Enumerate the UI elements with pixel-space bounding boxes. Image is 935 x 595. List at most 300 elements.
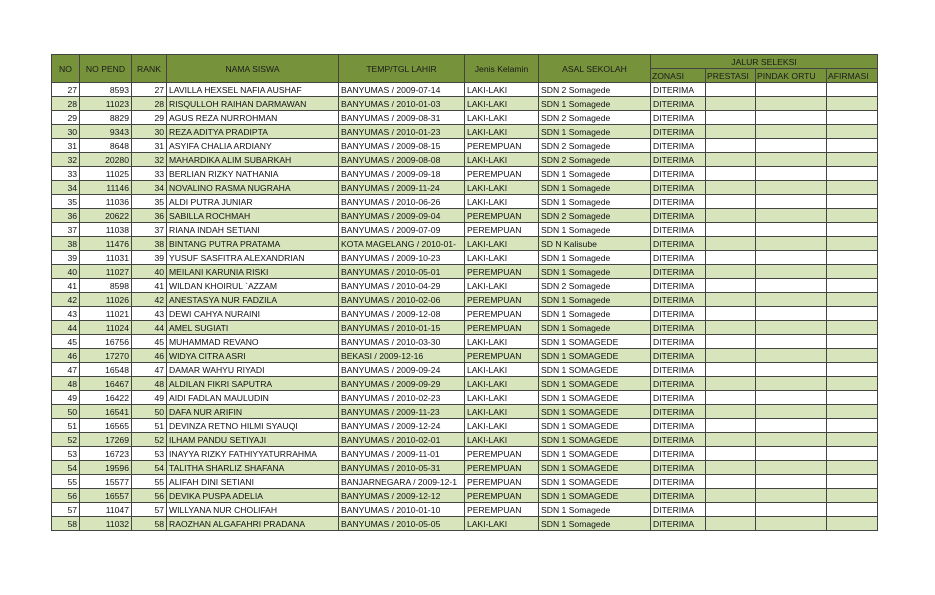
cell-jenis-kelamin: PEREMPUAN (465, 489, 539, 503)
cell-zonasi: DITERIMA (651, 223, 706, 237)
cell-jenis-kelamin: LAKI-LAKI (465, 153, 539, 167)
table-row (52, 461, 878, 475)
cell-zonasi: DITERIMA (651, 391, 706, 405)
table-row (52, 335, 878, 349)
cell-jenis-kelamin: PEREMPUAN (465, 307, 539, 321)
cell-nama-siswa: DAFA NUR ARIFIN (167, 405, 339, 419)
cell-tempat-tgl-lahir: BANYUMAS / 2009-09-18 (339, 167, 465, 181)
cell-asal-sekolah: SDN 1 SOMAGEDE (539, 419, 651, 433)
cell-jenis-kelamin: LAKI-LAKI (465, 237, 539, 251)
cell-afirmasi (827, 153, 878, 167)
cell-zonasi: DITERIMA (651, 209, 706, 223)
cell-nama-siswa: DEVINZA RETNO HILMI SYAUQI (167, 419, 339, 433)
table-row (52, 167, 878, 181)
table-row (52, 433, 878, 447)
cell-jenis-kelamin: PEREMPUAN (465, 167, 539, 181)
cell-asal-sekolah: SDN 1 Somagede (539, 125, 651, 139)
cell-rank: 38 (132, 237, 167, 251)
cell-prestasi (706, 139, 756, 153)
cell-jenis-kelamin: LAKI-LAKI (465, 279, 539, 293)
cell-afirmasi (827, 181, 878, 195)
cell-tempat-tgl-lahir: BANYUMAS / 2010-02-06 (339, 293, 465, 307)
cell-prestasi (706, 223, 756, 237)
cell-asal-sekolah: SDN 1 SOMAGEDE (539, 433, 651, 447)
cell-no: 45 (52, 335, 80, 349)
cell-pindak-ortu (756, 363, 827, 377)
cell-no: 28 (52, 97, 80, 111)
table-row (52, 279, 878, 293)
cell-asal-sekolah: SDN 1 SOMAGEDE (539, 475, 651, 489)
cell-prestasi (706, 517, 756, 531)
header-nama-siswa: NAMA SISWA (167, 55, 339, 83)
cell-tempat-tgl-lahir: BANYUMAS / 2009-07-09 (339, 223, 465, 237)
cell-no-pend: 11146 (80, 181, 132, 195)
cell-asal-sekolah: SDN 1 SOMAGEDE (539, 461, 651, 475)
cell-pindak-ortu (756, 97, 827, 111)
cell-tempat-tgl-lahir: BANYUMAS / 2010-01-23 (339, 125, 465, 139)
cell-jenis-kelamin: LAKI-LAKI (465, 517, 539, 531)
cell-nama-siswa: YUSUF SASFITRA ALEXANDRIAN (167, 251, 339, 265)
cell-pindak-ortu (756, 265, 827, 279)
cell-tempat-tgl-lahir: BANJARNEGARA / 2009-12-1 (339, 475, 465, 489)
cell-tempat-tgl-lahir: BANYUMAS / 2009-12-08 (339, 307, 465, 321)
cell-afirmasi (827, 223, 878, 237)
cell-pindak-ortu (756, 251, 827, 265)
cell-zonasi: DITERIMA (651, 503, 706, 517)
cell-prestasi (706, 503, 756, 517)
cell-asal-sekolah: SDN 1 SOMAGEDE (539, 391, 651, 405)
cell-no-pend: 11023 (80, 97, 132, 111)
cell-rank: 43 (132, 307, 167, 321)
header-jalur-seleksi: JALUR SELEKSI (651, 55, 878, 69)
cell-tempat-tgl-lahir: BANYUMAS / 2010-06-26 (339, 195, 465, 209)
cell-no: 54 (52, 461, 80, 475)
cell-zonasi: DITERIMA (651, 447, 706, 461)
cell-no: 52 (52, 433, 80, 447)
cell-no-pend: 8648 (80, 139, 132, 153)
cell-tempat-tgl-lahir: KOTA MAGELANG / 2010-01- (339, 237, 465, 251)
cell-no-pend: 17269 (80, 433, 132, 447)
cell-asal-sekolah: SDN 1 Somagede (539, 307, 651, 321)
cell-asal-sekolah: SDN 1 SOMAGEDE (539, 377, 651, 391)
cell-no: 57 (52, 503, 80, 517)
header-prestasi: PRESTASI (706, 69, 756, 83)
table-row (52, 181, 878, 195)
cell-prestasi (706, 363, 756, 377)
cell-jenis-kelamin: PEREMPUAN (465, 447, 539, 461)
cell-nama-siswa: AMEL SUGIATI (167, 321, 339, 335)
cell-asal-sekolah: SD N Kalisube (539, 237, 651, 251)
cell-tempat-tgl-lahir: BANYUMAS / 2009-11-01 (339, 447, 465, 461)
cell-asal-sekolah: SDN 1 SOMAGEDE (539, 335, 651, 349)
cell-nama-siswa: AIDI FADLAN MAULUDIN (167, 391, 339, 405)
cell-tempat-tgl-lahir: BANYUMAS / 2009-08-15 (339, 139, 465, 153)
header-no: NO (52, 55, 80, 83)
cell-tempat-tgl-lahir: BANYUMAS / 2010-01-15 (339, 321, 465, 335)
cell-pindak-ortu (756, 139, 827, 153)
cell-jenis-kelamin: LAKI-LAKI (465, 419, 539, 433)
cell-no: 36 (52, 209, 80, 223)
cell-afirmasi (827, 251, 878, 265)
cell-no-pend: 8829 (80, 111, 132, 125)
table-row (52, 83, 878, 97)
cell-asal-sekolah: SDN 1 Somagede (539, 167, 651, 181)
cell-nama-siswa: INAYYA RIZKY FATHIYYATURRAHMA (167, 447, 339, 461)
cell-no: 37 (52, 223, 80, 237)
cell-no: 31 (52, 139, 80, 153)
cell-rank: 52 (132, 433, 167, 447)
table-row (52, 125, 878, 139)
table-body (52, 83, 878, 531)
cell-jenis-kelamin: PEREMPUAN (465, 475, 539, 489)
cell-pindak-ortu (756, 279, 827, 293)
cell-no-pend: 16422 (80, 391, 132, 405)
cell-nama-siswa: ASYIFA CHALIA ARDIANY (167, 139, 339, 153)
cell-tempat-tgl-lahir: BANYUMAS / 2009-09-24 (339, 363, 465, 377)
table-row (52, 489, 878, 503)
cell-rank: 47 (132, 363, 167, 377)
cell-prestasi (706, 489, 756, 503)
table-row (52, 251, 878, 265)
cell-jenis-kelamin: PEREMPUAN (465, 349, 539, 363)
cell-jenis-kelamin: PEREMPUAN (465, 139, 539, 153)
cell-tempat-tgl-lahir: BEKASI / 2009-12-16 (339, 349, 465, 363)
cell-prestasi (706, 97, 756, 111)
cell-nama-siswa: ALIFAH DINI SETIANI (167, 475, 339, 489)
cell-prestasi (706, 433, 756, 447)
cell-no-pend: 11024 (80, 321, 132, 335)
cell-no: 48 (52, 377, 80, 391)
cell-no-pend: 11036 (80, 195, 132, 209)
cell-pindak-ortu (756, 237, 827, 251)
cell-asal-sekolah: SDN 1 Somagede (539, 97, 651, 111)
cell-afirmasi (827, 377, 878, 391)
cell-zonasi: DITERIMA (651, 125, 706, 139)
cell-afirmasi (827, 195, 878, 209)
cell-afirmasi (827, 363, 878, 377)
cell-rank: 50 (132, 405, 167, 419)
cell-rank: 32 (132, 153, 167, 167)
cell-no-pend: 8598 (80, 279, 132, 293)
table-row (52, 405, 878, 419)
cell-prestasi (706, 461, 756, 475)
cell-no-pend: 15577 (80, 475, 132, 489)
cell-no: 30 (52, 125, 80, 139)
cell-afirmasi (827, 405, 878, 419)
table-row (52, 153, 878, 167)
cell-pindak-ortu (756, 517, 827, 531)
cell-nama-siswa: WILLYANA NUR CHOLIFAH (167, 503, 339, 517)
cell-tempat-tgl-lahir: BANYUMAS / 2010-03-30 (339, 335, 465, 349)
cell-rank: 36 (132, 209, 167, 223)
cell-prestasi (706, 377, 756, 391)
table-row (52, 111, 878, 125)
cell-rank: 27 (132, 83, 167, 97)
cell-prestasi (706, 391, 756, 405)
cell-tempat-tgl-lahir: BANYUMAS / 2009-09-04 (339, 209, 465, 223)
cell-jenis-kelamin: LAKI-LAKI (465, 251, 539, 265)
cell-no-pend: 11027 (80, 265, 132, 279)
cell-afirmasi (827, 139, 878, 153)
cell-pindak-ortu (756, 83, 827, 97)
cell-prestasi (706, 405, 756, 419)
cell-zonasi: DITERIMA (651, 377, 706, 391)
cell-rank: 57 (132, 503, 167, 517)
cell-no: 43 (52, 307, 80, 321)
cell-tempat-tgl-lahir: BANYUMAS / 2009-08-31 (339, 111, 465, 125)
cell-jenis-kelamin: PEREMPUAN (465, 293, 539, 307)
cell-zonasi: DITERIMA (651, 83, 706, 97)
cell-zonasi: DITERIMA (651, 111, 706, 125)
header-asal-sekolah: ASAL SEKOLAH (539, 55, 651, 83)
cell-afirmasi (827, 489, 878, 503)
cell-rank: 29 (132, 111, 167, 125)
cell-rank: 58 (132, 517, 167, 531)
cell-asal-sekolah: SDN 1 SOMAGEDE (539, 447, 651, 461)
cell-zonasi: DITERIMA (651, 517, 706, 531)
cell-rank: 55 (132, 475, 167, 489)
cell-asal-sekolah: SDN 1 SOMAGEDE (539, 349, 651, 363)
cell-pindak-ortu (756, 307, 827, 321)
cell-no-pend: 16541 (80, 405, 132, 419)
cell-nama-siswa: AGUS REZA NURROHMAN (167, 111, 339, 125)
cell-nama-siswa: WIDYA CITRA ASRI (167, 349, 339, 363)
cell-afirmasi (827, 461, 878, 475)
table-row (52, 377, 878, 391)
cell-no-pend: 17270 (80, 349, 132, 363)
cell-nama-siswa: SABILLA ROCHMAH (167, 209, 339, 223)
cell-zonasi: DITERIMA (651, 363, 706, 377)
table-row (52, 139, 878, 153)
table-row (52, 391, 878, 405)
table-row (52, 237, 878, 251)
cell-no: 44 (52, 321, 80, 335)
cell-nama-siswa: MEILANI KARUNIA RISKI (167, 265, 339, 279)
cell-afirmasi (827, 307, 878, 321)
cell-rank: 53 (132, 447, 167, 461)
cell-no: 35 (52, 195, 80, 209)
cell-no: 58 (52, 517, 80, 531)
cell-no: 38 (52, 237, 80, 251)
cell-zonasi: DITERIMA (651, 237, 706, 251)
cell-prestasi (706, 251, 756, 265)
cell-rank: 30 (132, 125, 167, 139)
cell-no: 40 (52, 265, 80, 279)
cell-pindak-ortu (756, 181, 827, 195)
cell-rank: 33 (132, 167, 167, 181)
cell-jenis-kelamin: PEREMPUAN (465, 223, 539, 237)
cell-prestasi (706, 181, 756, 195)
cell-no: 33 (52, 167, 80, 181)
table-row (52, 293, 878, 307)
table-row (52, 349, 878, 363)
cell-pindak-ortu (756, 377, 827, 391)
cell-nama-siswa: TALITHA SHARLIZ SHAFANA (167, 461, 339, 475)
header-afirmasi: AFIRMASI (827, 69, 878, 83)
cell-rank: 40 (132, 265, 167, 279)
cell-afirmasi (827, 503, 878, 517)
cell-rank: 44 (132, 321, 167, 335)
cell-tempat-tgl-lahir: BANYUMAS / 2010-05-05 (339, 517, 465, 531)
cell-afirmasi (827, 349, 878, 363)
cell-rank: 28 (132, 97, 167, 111)
cell-afirmasi (827, 419, 878, 433)
cell-rank: 54 (132, 461, 167, 475)
cell-tempat-tgl-lahir: BANYUMAS / 2009-07-14 (339, 83, 465, 97)
cell-tempat-tgl-lahir: BANYUMAS / 2009-12-24 (339, 419, 465, 433)
cell-no: 47 (52, 363, 80, 377)
cell-no-pend: 11025 (80, 167, 132, 181)
cell-jenis-kelamin: LAKI-LAKI (465, 433, 539, 447)
header-zonasi: ZONASI (651, 69, 706, 83)
cell-jenis-kelamin: LAKI-LAKI (465, 181, 539, 195)
cell-zonasi: DITERIMA (651, 489, 706, 503)
cell-prestasi (706, 167, 756, 181)
cell-asal-sekolah: SDN 1 Somagede (539, 293, 651, 307)
cell-tempat-tgl-lahir: BANYUMAS / 2009-11-23 (339, 405, 465, 419)
cell-prestasi (706, 447, 756, 461)
cell-zonasi: DITERIMA (651, 97, 706, 111)
cell-tempat-tgl-lahir: BANYUMAS / 2009-09-29 (339, 377, 465, 391)
cell-no: 39 (52, 251, 80, 265)
cell-tempat-tgl-lahir: BANYUMAS / 2010-01-10 (339, 503, 465, 517)
cell-pindak-ortu (756, 405, 827, 419)
cell-jenis-kelamin: LAKI-LAKI (465, 195, 539, 209)
cell-prestasi (706, 321, 756, 335)
cell-no: 42 (52, 293, 80, 307)
cell-nama-siswa: WILDAN KHOIRUL `AZZAM (167, 279, 339, 293)
cell-afirmasi (827, 265, 878, 279)
cell-prestasi (706, 279, 756, 293)
cell-zonasi: DITERIMA (651, 181, 706, 195)
cell-prestasi (706, 83, 756, 97)
table-row (52, 447, 878, 461)
cell-zonasi: DITERIMA (651, 475, 706, 489)
cell-no-pend: 16548 (80, 363, 132, 377)
cell-nama-siswa: DAMAR WAHYU RIYADI (167, 363, 339, 377)
cell-tempat-tgl-lahir: BANYUMAS / 2010-05-31 (339, 461, 465, 475)
cell-jenis-kelamin: LAKI-LAKI (465, 363, 539, 377)
cell-no: 49 (52, 391, 80, 405)
cell-afirmasi (827, 209, 878, 223)
cell-pindak-ortu (756, 419, 827, 433)
cell-rank: 31 (132, 139, 167, 153)
cell-afirmasi (827, 321, 878, 335)
cell-pindak-ortu (756, 111, 827, 125)
cell-jenis-kelamin: LAKI-LAKI (465, 111, 539, 125)
cell-prestasi (706, 335, 756, 349)
cell-asal-sekolah: SDN 1 Somagede (539, 517, 651, 531)
cell-tempat-tgl-lahir: BANYUMAS / 2010-01-03 (339, 97, 465, 111)
cell-nama-siswa: BERLIAN RIZKY NATHANIA (167, 167, 339, 181)
cell-pindak-ortu (756, 349, 827, 363)
cell-zonasi: DITERIMA (651, 153, 706, 167)
cell-no-pend: 9343 (80, 125, 132, 139)
cell-afirmasi (827, 237, 878, 251)
cell-rank: 35 (132, 195, 167, 209)
cell-jenis-kelamin: LAKI-LAKI (465, 377, 539, 391)
cell-rank: 39 (132, 251, 167, 265)
table-row (52, 265, 878, 279)
table-row (52, 307, 878, 321)
cell-prestasi (706, 293, 756, 307)
cell-prestasi (706, 195, 756, 209)
cell-no-pend: 11047 (80, 503, 132, 517)
cell-no-pend: 11031 (80, 251, 132, 265)
cell-zonasi: DITERIMA (651, 335, 706, 349)
table-row (52, 517, 878, 531)
cell-nama-siswa: BINTANG PUTRA PRATAMA (167, 237, 339, 251)
cell-zonasi: DITERIMA (651, 167, 706, 181)
cell-no: 50 (52, 405, 80, 419)
cell-no: 32 (52, 153, 80, 167)
cell-asal-sekolah: SDN 1 Somagede (539, 503, 651, 517)
cell-jenis-kelamin: LAKI-LAKI (465, 83, 539, 97)
cell-afirmasi (827, 475, 878, 489)
cell-no-pend: 16565 (80, 419, 132, 433)
cell-pindak-ortu (756, 475, 827, 489)
cell-zonasi: DITERIMA (651, 321, 706, 335)
cell-pindak-ortu (756, 321, 827, 335)
cell-no: 56 (52, 489, 80, 503)
cell-nama-siswa: ALDI PUTRA JUNIAR (167, 195, 339, 209)
cell-jenis-kelamin: PEREMPUAN (465, 265, 539, 279)
cell-nama-siswa: MAHARDIKA ALIM SUBARKAH (167, 153, 339, 167)
cell-afirmasi (827, 167, 878, 181)
cell-no: 41 (52, 279, 80, 293)
cell-jenis-kelamin: LAKI-LAKI (465, 335, 539, 349)
cell-tempat-tgl-lahir: BANYUMAS / 2009-11-24 (339, 181, 465, 195)
cell-pindak-ortu (756, 489, 827, 503)
cell-afirmasi (827, 125, 878, 139)
cell-jenis-kelamin: LAKI-LAKI (465, 97, 539, 111)
cell-afirmasi (827, 447, 878, 461)
cell-rank: 37 (132, 223, 167, 237)
cell-zonasi: DITERIMA (651, 349, 706, 363)
cell-no-pend: 16756 (80, 335, 132, 349)
cell-prestasi (706, 111, 756, 125)
cell-zonasi: DITERIMA (651, 307, 706, 321)
cell-no: 27 (52, 83, 80, 97)
cell-zonasi: DITERIMA (651, 433, 706, 447)
cell-rank: 51 (132, 419, 167, 433)
cell-asal-sekolah: SDN 2 Somagede (539, 111, 651, 125)
cell-nama-siswa: ILHAM PANDU SETIYAJI (167, 433, 339, 447)
cell-afirmasi (827, 433, 878, 447)
cell-asal-sekolah: SDN 1 SOMAGEDE (539, 363, 651, 377)
cell-afirmasi (827, 335, 878, 349)
cell-prestasi (706, 209, 756, 223)
cell-pindak-ortu (756, 391, 827, 405)
cell-jenis-kelamin: PEREMPUAN (465, 321, 539, 335)
cell-pindak-ortu (756, 209, 827, 223)
cell-nama-siswa: RISQULLOH RAIHAN DARMAWAN (167, 97, 339, 111)
cell-afirmasi (827, 391, 878, 405)
cell-pindak-ortu (756, 503, 827, 517)
cell-no: 51 (52, 419, 80, 433)
cell-pindak-ortu (756, 447, 827, 461)
table-row (52, 209, 878, 223)
cell-no: 34 (52, 181, 80, 195)
cell-asal-sekolah: SDN 2 Somagede (539, 153, 651, 167)
cell-asal-sekolah: SDN 2 Somagede (539, 139, 651, 153)
cell-no: 53 (52, 447, 80, 461)
cell-jenis-kelamin: LAKI-LAKI (465, 391, 539, 405)
cell-pindak-ortu (756, 125, 827, 139)
cell-afirmasi (827, 293, 878, 307)
header-tempat-tgl-lahir: TEMP/TGL LAHIR (339, 55, 465, 83)
cell-zonasi: DITERIMA (651, 461, 706, 475)
